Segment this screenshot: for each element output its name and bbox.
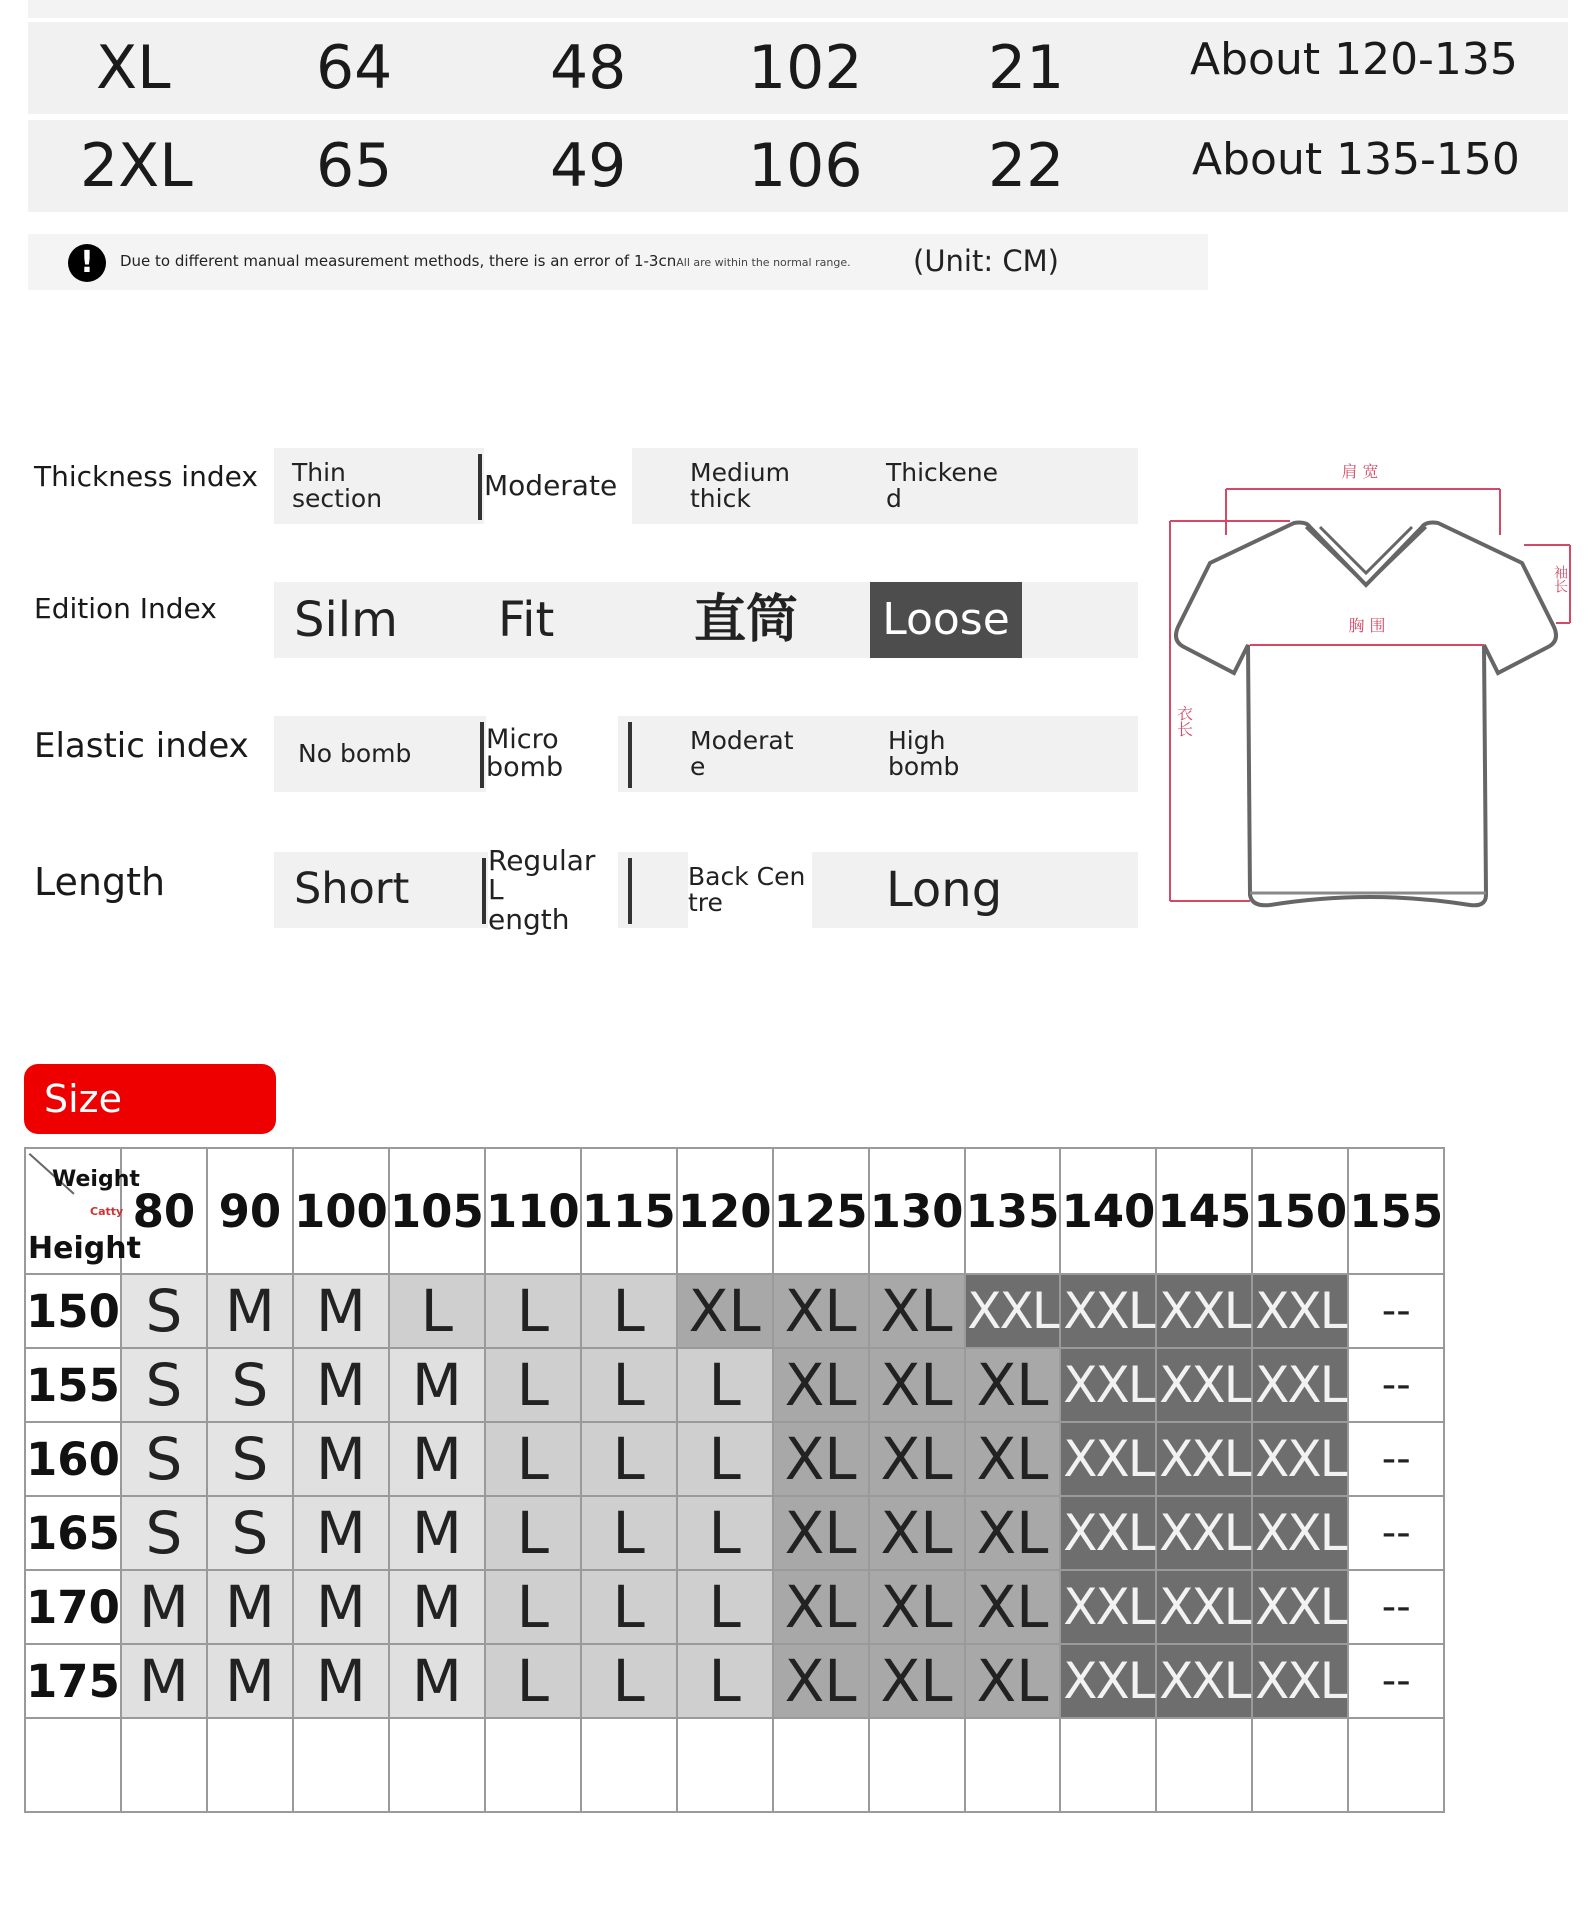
length-diagram-label: 衣长 <box>1174 705 1194 737</box>
chest-label: 胸 围 <box>1348 616 1386 635</box>
size-cell: M <box>121 1570 207 1644</box>
measurement-note <box>28 234 1208 290</box>
size-cell: S <box>207 1348 293 1422</box>
size-cell: XL <box>869 1274 965 1348</box>
size-cell: XXL <box>1252 1570 1348 1644</box>
sleeve-cell: 22 <box>988 131 1065 201</box>
size-cell: 2XL <box>80 131 193 201</box>
weight-header: 110 <box>485 1148 581 1274</box>
size-cell: M <box>293 1348 389 1422</box>
size-cell: XL <box>773 1422 869 1496</box>
weight-header: 105 <box>389 1148 485 1274</box>
weight-header: 125 <box>773 1148 869 1274</box>
size-cell: XL <box>965 1496 1061 1570</box>
size-cell: L <box>485 1570 581 1644</box>
size-cell: XL <box>869 1422 965 1496</box>
empty-cell <box>25 1718 121 1812</box>
length-cell: 65 <box>316 131 393 201</box>
empty-cell <box>121 1718 207 1812</box>
shoulder-cell: 49 <box>550 131 627 201</box>
grid-row <box>25 1274 1444 1348</box>
note-small-text: All are within the normal range. <box>676 256 851 269</box>
size-cell: XL <box>773 1570 869 1644</box>
size-cell: -- <box>1348 1644 1444 1718</box>
thickness-index-bar <box>274 448 1138 524</box>
sleeve-label: 袖长 <box>1552 565 1568 593</box>
size-section-badge: Size <box>24 1064 276 1134</box>
size-cell: M <box>293 1644 389 1718</box>
size-cell: XXL <box>1252 1496 1348 1570</box>
size-cell: XL <box>965 1422 1061 1496</box>
empty-cell <box>773 1718 869 1812</box>
edition-option-straight: 直筒 <box>694 589 799 650</box>
size-cell: XXL <box>1156 1570 1252 1644</box>
selector-line-right <box>628 722 632 788</box>
selector-line-left <box>480 722 484 788</box>
grid-row <box>25 1570 1444 1644</box>
recommended-weight-cell: About 135-150 <box>1192 134 1520 185</box>
measure-row-xl <box>28 22 1568 114</box>
size-cell: L <box>485 1348 581 1422</box>
shoulder-label: 肩 宽 <box>1341 462 1379 481</box>
grid-corner-cell <box>25 1148 141 1274</box>
empty-cell <box>869 1718 965 1812</box>
size-cell: L <box>677 1496 773 1570</box>
chest-cell: 106 <box>748 131 863 201</box>
shoulder-cell: 48 <box>550 33 627 103</box>
sleeve-cell: 21 <box>988 33 1065 103</box>
size-cell: XL <box>96 33 171 103</box>
size-cell: XXL <box>1252 1348 1348 1422</box>
length-label: Length <box>34 860 166 904</box>
size-cell: XXL <box>1060 1422 1156 1496</box>
size-cell: L <box>677 1348 773 1422</box>
selector-line-left <box>482 858 486 924</box>
weight-axis-label: Weight <box>52 1167 140 1192</box>
weight-header: 90 <box>207 1148 293 1274</box>
empty-cell <box>293 1718 389 1812</box>
weight-header: 100 <box>293 1148 389 1274</box>
length-option-regular: Regular L ength <box>488 852 618 928</box>
length-bar <box>274 843 1138 936</box>
size-cell: -- <box>1348 1348 1444 1422</box>
empty-cell <box>1252 1718 1348 1812</box>
weight-header: 145 <box>1156 1148 1252 1274</box>
size-cell: XL <box>677 1274 773 1348</box>
empty-cell <box>389 1718 485 1812</box>
edition-index-bar <box>274 582 1138 658</box>
size-cell: XL <box>773 1348 869 1422</box>
tshirt-diagram <box>1160 455 1580 925</box>
size-cell: L <box>581 1570 677 1644</box>
size-cell: M <box>389 1348 485 1422</box>
elastic-option-micro-bomb: Micro bomb <box>486 716 618 792</box>
elastic-index-bar <box>274 716 1138 792</box>
size-cell: XXL <box>1252 1644 1348 1718</box>
size-cell: XXL <box>1060 1348 1156 1422</box>
size-cell: M <box>293 1422 389 1496</box>
size-cell: -- <box>1348 1496 1444 1570</box>
size-cell: XL <box>965 1570 1061 1644</box>
size-cell: XXL <box>1156 1274 1252 1348</box>
thickness-option-moderate: Moderate <box>484 448 632 524</box>
size-cell: XL <box>965 1644 1061 1718</box>
recommended-weight-cell: About 120-135 <box>1190 34 1518 85</box>
weight-header: 130 <box>869 1148 965 1274</box>
size-cell: XXL <box>1156 1348 1252 1422</box>
size-cell: L <box>485 1422 581 1496</box>
thickness-option-thickened: Thickene d <box>886 457 998 513</box>
size-cell: L <box>581 1348 677 1422</box>
selector-line <box>478 454 482 520</box>
weight-header: 80 <box>121 1148 207 1274</box>
size-cell: -- <box>1348 1570 1444 1644</box>
edition-option-loose: Loose <box>870 582 1022 658</box>
size-cell: XXL <box>1060 1570 1156 1644</box>
size-cell: XXL <box>1252 1422 1348 1496</box>
thickness-option-medium-thick: Medium thick <box>690 457 790 513</box>
size-cell: L <box>485 1274 581 1348</box>
catty-label: Catty <box>90 1205 124 1218</box>
size-cell: XL <box>869 1496 965 1570</box>
size-cell: L <box>677 1644 773 1718</box>
size-cell: L <box>485 1496 581 1570</box>
size-cell: S <box>121 1348 207 1422</box>
length-option-back-centre: Back Cen tre <box>688 852 812 928</box>
length-cell: 64 <box>316 33 393 103</box>
size-cell: XL <box>965 1348 1061 1422</box>
tshirt-outline <box>1176 523 1556 906</box>
chest-cell: 102 <box>748 33 863 103</box>
elastic-index-label: Elastic index <box>34 726 249 766</box>
size-cell: S <box>207 1422 293 1496</box>
size-cell: XL <box>869 1348 965 1422</box>
measure-row-2xl <box>28 120 1568 212</box>
size-cell: M <box>207 1274 293 1348</box>
size-cell: S <box>121 1274 207 1348</box>
height-header: 155 <box>25 1348 121 1422</box>
edition-option-silm: Silm <box>294 591 398 648</box>
size-cell: XL <box>773 1496 869 1570</box>
empty-cell <box>207 1718 293 1812</box>
height-header: 150 <box>25 1274 121 1348</box>
height-axis-label: Height <box>28 1231 141 1266</box>
size-cell: XXL <box>965 1274 1061 1348</box>
size-cell: M <box>293 1496 389 1570</box>
unit-label: (Unit: CM) <box>913 244 1059 278</box>
weight-header: 140 <box>1060 1148 1156 1274</box>
size-cell: XXL <box>1060 1644 1156 1718</box>
size-cell: M <box>389 1422 485 1496</box>
size-cell: XXL <box>1156 1422 1252 1496</box>
size-cell: XL <box>869 1570 965 1644</box>
size-cell: S <box>121 1496 207 1570</box>
size-cell: M <box>207 1570 293 1644</box>
size-cell: M <box>389 1644 485 1718</box>
size-cell: XXL <box>1156 1644 1252 1718</box>
thickness-option-thin: Thin section <box>292 457 383 513</box>
size-cell: L <box>581 1274 677 1348</box>
weight-header: 155 <box>1348 1148 1444 1274</box>
weight-header: 150 <box>1252 1148 1348 1274</box>
edition-option-fit: Fit <box>498 591 555 648</box>
weight-header: 115 <box>581 1148 677 1274</box>
selector-line-right <box>628 858 632 924</box>
size-cell: XL <box>869 1644 965 1718</box>
size-cell: XXL <box>1252 1274 1348 1348</box>
size-cell: S <box>207 1496 293 1570</box>
empty-cell <box>485 1718 581 1812</box>
grid-row <box>25 1496 1444 1570</box>
grid-header-row <box>25 1148 1444 1274</box>
elastic-option-high-bomb: High bomb <box>888 725 960 781</box>
size-cell: S <box>121 1422 207 1496</box>
size-cell: M <box>389 1570 485 1644</box>
size-cell: L <box>389 1274 485 1348</box>
size-cell: XXL <box>1060 1274 1156 1348</box>
grid-row <box>25 1422 1444 1496</box>
size-cell: M <box>389 1496 485 1570</box>
note-text: Due to different manual measurement methods, there is an error of 1-3cnAll are within the normal range. <box>120 252 851 270</box>
size-cell: XXL <box>1156 1496 1252 1570</box>
size-cell: M <box>293 1570 389 1644</box>
size-cell: -- <box>1348 1422 1444 1496</box>
edition-index-label: Edition Index <box>34 592 217 625</box>
elastic-option-moderate: Moderat e <box>690 725 794 781</box>
size-cell: L <box>581 1496 677 1570</box>
size-cell: L <box>677 1422 773 1496</box>
thickness-index-label: Thickness index <box>34 460 258 493</box>
length-option-long: Long <box>886 861 1003 918</box>
size-cell: -- <box>1348 1274 1444 1348</box>
weight-header: 135 <box>965 1148 1061 1274</box>
empty-cell <box>1348 1718 1444 1812</box>
size-cell: XL <box>773 1644 869 1718</box>
grid-row <box>25 1348 1444 1422</box>
empty-cell <box>965 1718 1061 1812</box>
height-header: 175 <box>25 1644 121 1718</box>
empty-cell <box>1060 1718 1156 1812</box>
height-header: 170 <box>25 1570 121 1644</box>
height-header: 165 <box>25 1496 121 1570</box>
size-cell: M <box>121 1644 207 1718</box>
empty-cell <box>677 1718 773 1812</box>
size-cell: L <box>581 1644 677 1718</box>
size-cell: XL <box>773 1274 869 1348</box>
elastic-option-no-bomb: No bomb <box>298 738 412 768</box>
size-cell: L <box>677 1570 773 1644</box>
warning-icon: ! <box>68 244 106 282</box>
size-cell: M <box>207 1644 293 1718</box>
weight-header: 120 <box>677 1148 773 1274</box>
grid-empty-row <box>25 1718 1444 1812</box>
height-header: 160 <box>25 1422 121 1496</box>
empty-cell <box>581 1718 677 1812</box>
size-cell: L <box>581 1422 677 1496</box>
size-cell: M <box>293 1274 389 1348</box>
size-cell: L <box>485 1644 581 1718</box>
size-cell: XXL <box>1060 1496 1156 1570</box>
grid-row <box>25 1644 1444 1718</box>
size-grid <box>24 1147 1445 1813</box>
empty-cell <box>1156 1718 1252 1812</box>
length-option-short: Short <box>294 864 410 915</box>
